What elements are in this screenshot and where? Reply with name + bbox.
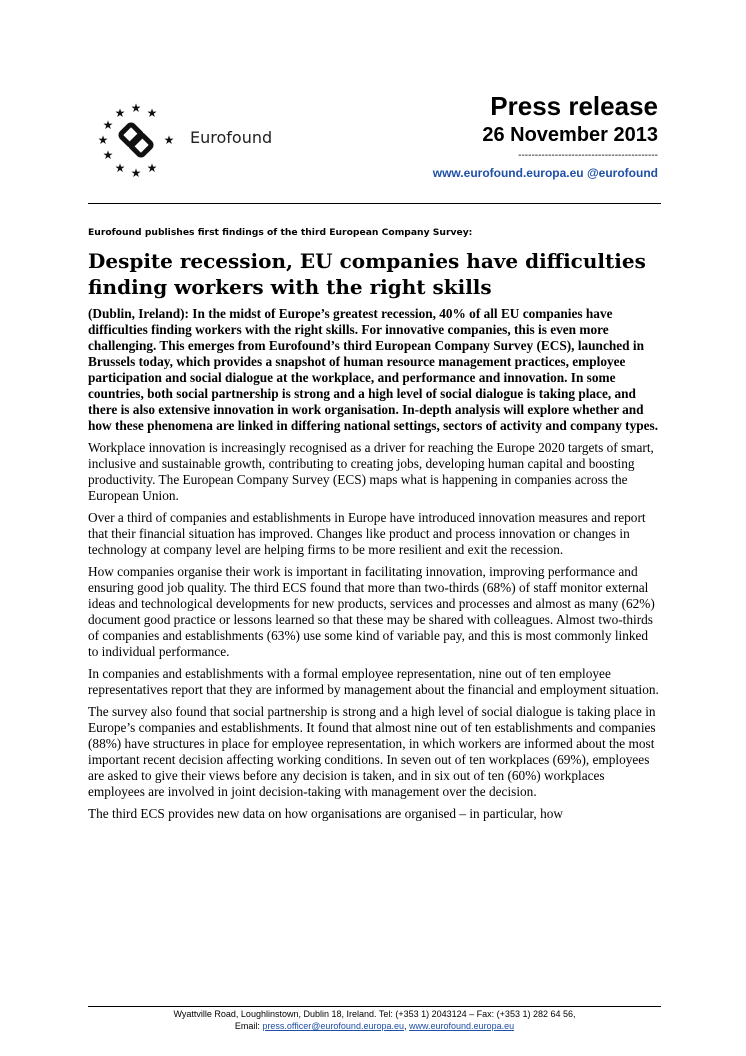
star-icon: ★ xyxy=(102,148,114,162)
footer-address: Wyattville Road, Loughlinstown, Dublin 18, Ireland. Tel: (+353 1) 2043124 – Fax: (+353 1) 282 64 56, xyxy=(173,1009,576,1019)
footer-divider xyxy=(88,1006,661,1007)
eurofound-logo[interactable] xyxy=(90,96,280,178)
footer-email-label: Email: xyxy=(234,1021,260,1031)
body-paragraph: The third ECS provides new data on how organisations are organised – in particular, how xyxy=(88,806,563,821)
press-release-header xyxy=(338,90,658,182)
body-paragraph: The survey also found that social partnership is strong and a high level of social dialogue is taking place in Europe’s companies and establishments. It found that almost nine out of ten establishments and companies (88%) have structures in place for employee representation, in which workers are informed about the most important recent decision affecting working conditions. In seven out of ten workplaces (69%), employees are asked to give their views before any decision is taken, and in six out of ten (60%) workplaces employees are involved in joint decision-taking with management over the decision. xyxy=(88,704,656,799)
website-link[interactable]: www.eurofound.europa.eu @eurofound xyxy=(432,166,658,180)
body-paragraph: Over a third of companies and establishments in Europe have introduced innovation measures and report that their financial situation has improved. Changes like product and process innovation or changes in technology at company level are helping firms to be more resilient and exit the recession. xyxy=(88,510,646,557)
star-icon: ★ xyxy=(114,161,126,175)
footer-separator: , xyxy=(403,1021,407,1031)
press-email-link[interactable]: press.officer@eurofound.europa.eu xyxy=(262,1021,404,1031)
star-icon: ★ xyxy=(130,166,142,178)
logo-wordmark: Eurofound xyxy=(190,128,273,147)
eurofound-emblem-icon xyxy=(90,96,186,178)
article-headline: Despite recession, EU companies have difficulties finding workers with the right skills xyxy=(88,249,646,299)
release-date: 26 November 2013 xyxy=(482,124,658,146)
header-divider xyxy=(88,203,661,204)
star-icon: ★ xyxy=(146,106,158,120)
press-release-title: Press release xyxy=(490,91,658,121)
lead-paragraph: (Dublin, Ireland): In the midst of Europe’s greatest recession, 40% of all EU companies have difficulties finding workers with the right skills. For innovative companies, this is even more challenging. This emerges from Eurofound’s third European Company Survey (ECS), launched in Brussels today, which provides a snapshot of human resource management practices, employee participation and social dialogue at the workplace, and performance and innovation. In some countries, both social partnership is strong and a high level of social dialogue is taking place, and there is also extensive innovation in work organisation. In-depth analysis will explore whether and how these phenomena are linked in differing national settings, sectors of activity and company types. xyxy=(88,306,659,433)
dashed-separator: ------------------------------------------ xyxy=(518,150,658,161)
star-icon: ★ xyxy=(146,161,158,175)
page-footer xyxy=(88,1008,661,1032)
body-paragraph: Workplace innovation is increasingly recognised as a driver for reaching the Europe 2020 targets of smart, inclusive and sustainable growth, contributing to creating jobs, developing human capital and boosting productivity. The European Company Survey (ECS) maps what is happening in companies across the European Union. xyxy=(88,440,654,503)
footer-contact-line xyxy=(88,1020,661,1032)
star-icon: ★ xyxy=(97,133,109,147)
body-paragraph: In companies and establishments with a formal employee representation, nine out of ten employee representatives report that they are informed by management about the financial and employment situation. xyxy=(88,666,659,697)
star-icon: ★ xyxy=(130,101,142,115)
linked-squares-icon xyxy=(120,124,153,157)
body-paragraph: How companies organise their work is important in facilitating innovation, improving performance and ensuring good job quality. The third ECS found that more than two-thirds (68%) of staff monitor external ideas and technological developments for new products, services and processes and almost as many (62%) document good practice or lessons learned so that these may be shared with colleagues. Almost two-thirds of companies and establishments (63%) use some kind of variable pay, and this is most commonly linked to individual performance. xyxy=(88,564,655,659)
footer-website-link[interactable]: www.eurofound.europa.eu xyxy=(409,1021,515,1031)
star-icon: ★ xyxy=(102,118,114,132)
star-icon: ★ xyxy=(163,133,175,147)
star-icon: ★ xyxy=(114,106,126,120)
article-body xyxy=(88,227,661,828)
article-kicker: Eurofound publishes first findings of the third European Company Survey: xyxy=(88,227,473,238)
